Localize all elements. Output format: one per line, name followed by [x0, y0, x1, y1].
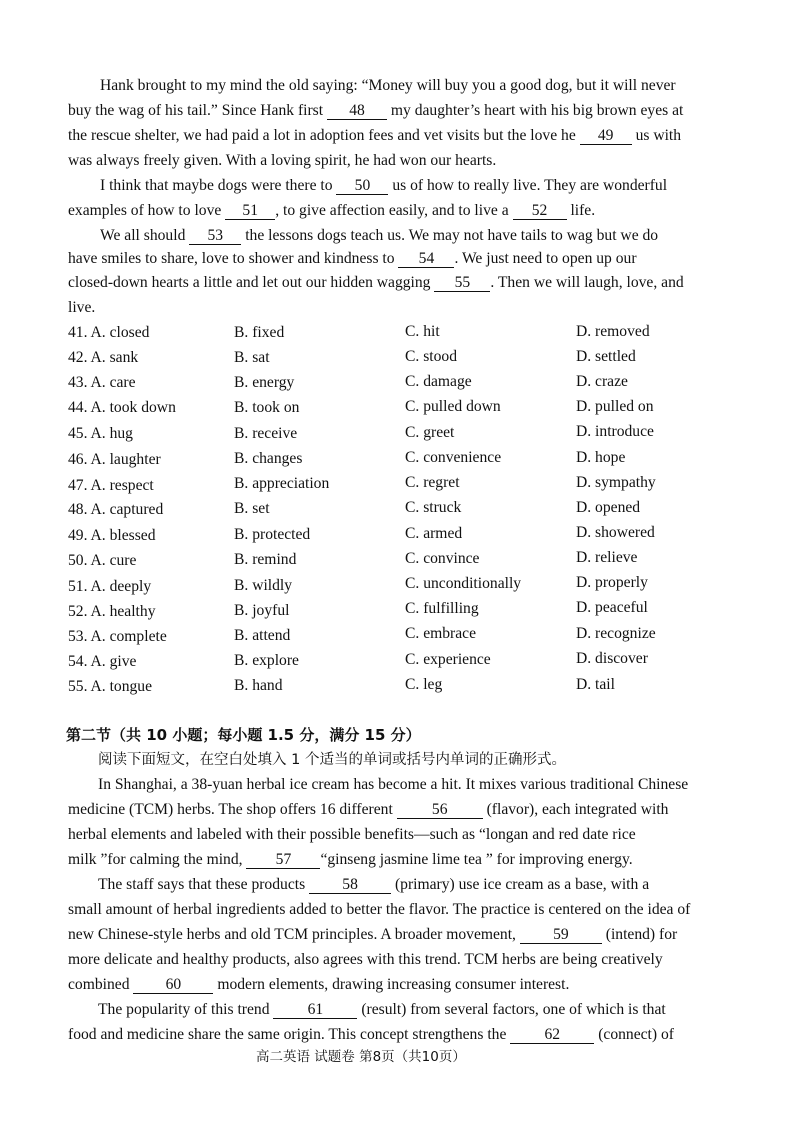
passage-line: small amount of herbal ingredients added to better the flavor. The practice is centered on the idea of: [68, 901, 691, 918]
blank-59: 59: [520, 926, 602, 944]
passage-line: medicine (TCM) herbs. The shop offers 16 different 56 (flavor), each integrated with: [68, 801, 669, 818]
blank-56: 56: [397, 801, 483, 819]
option-a: 43. A. care: [68, 374, 136, 391]
option-b: B. changes: [234, 450, 303, 467]
option-d: D. showered: [576, 524, 655, 541]
blank-53: 53: [189, 227, 241, 245]
option-b: B. sat: [234, 349, 270, 366]
option-b: B. appreciation: [234, 475, 330, 492]
blank-57: 57: [246, 851, 320, 869]
option-b: B. energy: [234, 374, 295, 391]
option-d: D. hope: [576, 449, 626, 466]
blank-49: 49: [580, 127, 632, 145]
option-c: C. armed: [405, 525, 463, 542]
option-a: 44. A. took down: [68, 399, 176, 416]
passage-line: the rescue shelter, we had paid a lot in adoption fees and vet visits but the love he 49 us with: [68, 127, 682, 144]
option-b: B. explore: [234, 652, 299, 669]
option-c: C. regret: [405, 474, 460, 491]
page-footer: 高二英语 试题卷 第8页（共10页）: [256, 1049, 466, 1065]
option-b: B. joyful: [234, 602, 290, 619]
option-d: D. removed: [576, 323, 650, 340]
passage-line: new Chinese-style herbs and old TCM principles. A broader movement, 59 (intend) for: [68, 926, 678, 943]
passage-line: Hank brought to my mind the old saying: “Money will buy you a good dog, but it will never: [100, 77, 676, 94]
option-c: C. struck: [405, 499, 462, 516]
passage-line: have smiles to share, love to shower and kindness to 54 . We just need to open up our: [68, 250, 637, 267]
option-d: D. peaceful: [576, 599, 648, 616]
blank-52: 52: [513, 202, 567, 220]
passage-line: examples of how to love 51 , to give affection easily, and to live a 52 life.: [68, 202, 596, 219]
option-d: D. craze: [576, 373, 628, 390]
passage-line: herbal elements and labeled with their possible benefits—such as “longan and red date rice: [68, 826, 636, 843]
passage-line: closed-down hearts a little and let out our hidden wagging 55 . Then we will laugh, love, and: [68, 274, 684, 291]
option-a: 52. A. healthy: [68, 603, 156, 620]
option-d: D. introduce: [576, 423, 654, 440]
option-b: B. fixed: [234, 324, 285, 341]
passage-line: food and medicine share the same origin. This concept strengthens the 62 (connect) of: [68, 1026, 674, 1043]
option-c: C. fulfilling: [405, 600, 479, 617]
passage-line: more delicate and healthy products, also agrees with this trend. TCM herbs are being creatively: [68, 951, 663, 968]
option-b: B. hand: [234, 677, 283, 694]
option-d: D. recognize: [576, 625, 656, 642]
option-a: 41. A. closed: [68, 324, 150, 341]
passage-line: combined 60 modern elements, drawing increasing consumer interest.: [68, 976, 570, 993]
option-c: C. pulled down: [405, 398, 501, 415]
option-d: D. sympathy: [576, 474, 656, 491]
section-heading: 第二节（共 10 小题；每小题 1.5 分，满分 15 分）: [66, 726, 421, 744]
blank-50: 50: [336, 177, 388, 195]
option-b: B. took on: [234, 399, 300, 416]
option-a: 55. A. tongue: [68, 678, 153, 695]
option-a: 47. A. respect: [68, 477, 154, 494]
option-a: 42. A. sank: [68, 349, 139, 366]
passage-line: live.: [68, 299, 96, 316]
passage-line: buy the wag of his tail.” Since Hank first 48 my daughter’s heart with his big brown eyes at: [68, 102, 684, 119]
option-b: B. wildly: [234, 577, 293, 594]
option-b: B. remind: [234, 551, 297, 568]
option-a: 53. A. complete: [68, 628, 167, 645]
option-d: D. relieve: [576, 549, 638, 566]
option-c: C. unconditionally: [405, 575, 522, 592]
option-c: C. embrace: [405, 625, 477, 642]
option-d: D. opened: [576, 499, 641, 516]
blank-61: 61: [273, 1001, 357, 1019]
option-d: D. discover: [576, 650, 648, 667]
option-a: 51. A. deeply: [68, 578, 152, 595]
blank-62: 62: [510, 1026, 594, 1044]
option-c: C. experience: [405, 651, 491, 668]
blank-60: 60: [133, 976, 213, 994]
option-a: 54. A. give: [68, 653, 137, 670]
blank-54: 54: [398, 250, 454, 268]
blank-48: 48: [327, 102, 387, 120]
option-a: 50. A. cure: [68, 552, 137, 569]
passage-line: The staff says that these products 58 (primary) use ice cream as a base, with a: [98, 876, 650, 893]
passage-line: In Shanghai, a 38-yuan herbal ice cream has become a hit. It mixes various traditional Chinese: [98, 776, 689, 793]
option-d: D. tail: [576, 676, 615, 693]
option-c: C. convince: [405, 550, 480, 567]
passage-line: I think that maybe dogs were there to 50 us of how to really live. They are wonderful: [100, 177, 668, 194]
option-c: C. convenience: [405, 449, 502, 466]
option-b: B. set: [234, 500, 270, 517]
option-a: 48. A. captured: [68, 501, 164, 518]
blank-51: 51: [225, 202, 275, 220]
option-d: D. settled: [576, 348, 636, 365]
option-d: D. pulled on: [576, 398, 654, 415]
option-a: 46. A. laughter: [68, 451, 161, 468]
option-b: B. protected: [234, 526, 311, 543]
section-instruction: 阅读下面短文，在空白处填入 1 个适当的单词或括号内单词的正确形式。: [98, 752, 566, 768]
option-b: B. receive: [234, 425, 298, 442]
blank-55: 55: [434, 274, 490, 292]
passage-line: was always freely given. With a loving spirit, he had won our hearts.: [68, 152, 497, 169]
passage-line: milk ”for calming the mind, 57 “ginseng jasmine lime tea ” for improving energy.: [68, 851, 633, 868]
option-c: C. stood: [405, 348, 457, 365]
option-d: D. properly: [576, 574, 648, 591]
option-c: C. hit: [405, 323, 440, 340]
option-a: 49. A. blessed: [68, 527, 156, 544]
passage-line: We all should 53 the lessons dogs teach us. We may not have tails to wag but we do: [100, 227, 659, 244]
option-a: 45. A. hug: [68, 425, 133, 442]
option-c: C. leg: [405, 676, 443, 693]
blank-58: 58: [309, 876, 391, 894]
option-c: C. greet: [405, 424, 455, 441]
passage-line: The popularity of this trend 61 (result) from several factors, one of which is that: [98, 1001, 666, 1018]
option-c: C. damage: [405, 373, 472, 390]
option-b: B. attend: [234, 627, 291, 644]
